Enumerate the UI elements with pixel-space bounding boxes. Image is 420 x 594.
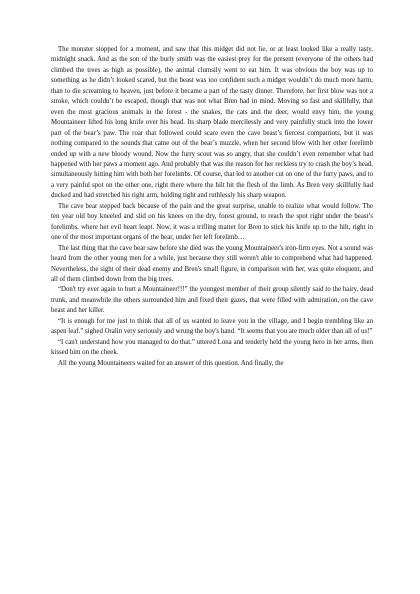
paragraph-7: All the young Mountaineers waited for an answer of this question. And finally, the: [58, 359, 284, 367]
paragraph-5: “It is enough for me just to think that all of us wanted to leave you in the village, and I begin trembling like an aspen leaf.” sighed Oralin very seriously and wrung the boy's hand. “It seems that you are much older than all of us!”: [51, 317, 373, 336]
paragraph-3: The last thing that the cave bear saw before she died was the young Mountaineer's iron-firm eyes. Not a sound was heard from the other young men for a while, just because they still weren't able to comprehend what had happened. Nevertheless, the sight of their dead enemy and Bren's small figure, in comparison with her, was quite eloquent, and all of them climbed down from the big trees.: [51, 244, 373, 283]
paragraph-1: The monster stopped for a moment, and saw that this midget did not lie, or at least looked like a really tasty, midnight snack. And as the son of the burly smith was the easiest prey for the present (everyone of the others had climbed the trees as high as possible), the animal clumsily went to eat him. It was obvious the boy was up to something as he didn’t looked scared, but the beast was too confident such a midget wouldn’t do much more harm, than to die screaming to heaven, just before it became a part of the tasty dinner. Therefore, her first blow was not a stroke, which couldn’t be escaped, though that was not what Bren had in mind. Moving so fast and skillfully, that even the most gracious animals in the forest - the snakes, the cats and the deer, would envy him, the young Mountaineer lifted his long knife over his head. Its sharp blade mercilessly and very painfully stuck into the lower part of the bear’s paw. The roar that followed could scare even the cave beast’s fiercest compatriots, but it was nothing compared to the sounds that came out of the bear’s muzzle, when her second blow with her other forelimb ended up with a new bloody wound. Now the furry scout was so angry, that she couldn’t even remember what had happened with her paws a moment ago. And probably that was the reason for her reckless try to crash the boy’s head, simultaneously hitting him with both her forelimbs. Of course, that led to another cut on one of the furry paws, and to a very painful spot on the other one, right there where the hilt hit the flesh of the limb. As Bren very skillfully had ducked and had stretched his right arm, holding tight and ruthlessly his sharp weapon.: [51, 46, 373, 200]
document-page: [51, 45, 373, 369]
paragraph-4: “Don't try ever again to hurt a Mountaineer!!!” the youngest member of their group silently said to the hairy, dead trunk, and meanwhile the others surrounded him and fixed their gazes, that were filled with admiration, on the cave beast and her killer.: [51, 286, 373, 315]
paragraph-2: The cave bear stepped back because of the pain and the great surprise, unable to realize what would follow. The ten year old boy kneeled and slid on his knees on the dry, forest ground, to reach the spot right under the beast’s forelimbs, where her evil heart leapt. Now, it was a trifling matter for Bren to stick his knife up to the hilt, right in one of the most important organs of the bear, under her left forelimb…: [51, 202, 373, 242]
paragraph-6: “I can't understand how you managed to do that.” uttered Lona and tenderly held the young hero in her arms, then kissed him on the cheek.: [51, 338, 373, 357]
